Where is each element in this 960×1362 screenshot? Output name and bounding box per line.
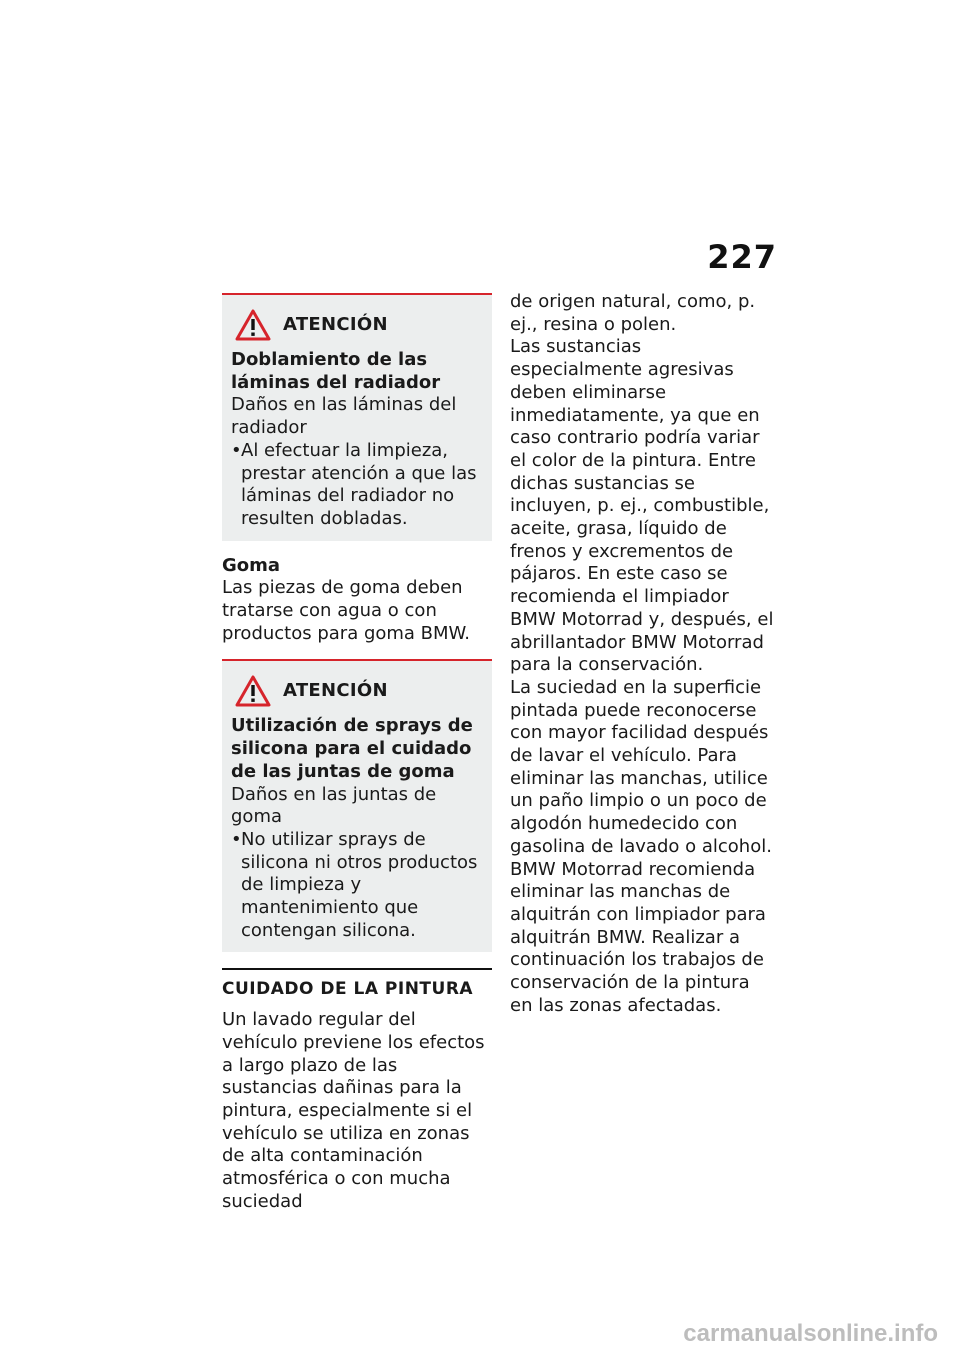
page-number: 227 [707,238,777,276]
warning-bullet: • Al efectuar la limpieza, prestar atención a que las láminas del radiador no resulten dobladas. [231,440,484,531]
left-column [222,293,492,1214]
watermark: carmanualsonline.info [683,1320,938,1347]
goma-section [222,555,492,646]
warning-triangle-icon [235,675,271,707]
warning-title: ATENCIÓN [283,313,388,335]
right-column [510,291,775,1018]
section-heading: CUIDADO DE LA PINTURA [222,968,492,1001]
warning-header [235,675,484,707]
warning-heading: Utilización de sprays de silicona para el cuidado de las juntas de goma [231,715,473,782]
warning-description: Daños en las láminas del radiador [231,394,457,439]
paragraph: La suciedad en la superficie pintada puede reconocerse con mayor facilidad después de lavar el vehículo. Para eliminar las manchas, utilice un paño limpio o un poco de algodón humedecido con gasolina de lavado o alcohol. BMW Motorrad recomienda eliminar las manchas de alquitrán con limpiador para alquitrán BMW. Realizar a continuación los trabajos de conservación de la pintura en las zonas afectadas. [510,676,772,1016]
warning-title: ATENCIÓN [283,680,388,702]
warning-bullet: • No utilizar sprays de silicona ni otros productos de limpieza y mantenimiento que contengan silicona. [231,829,484,943]
section-text: Un lavado regular del vehículo previene los efectos a largo plazo de las sustancias dañinas para la pintura, especialmente si el vehículo se utiliza en zonas de alta contaminación atmosférica o con mucha suciedad [222,1009,485,1212]
warning-description: Daños en las juntas de goma [231,783,437,828]
goma-text: Las piezas de goma deben tratarse con agua o con productos para goma BMW. [222,577,471,644]
paragraph: de origen natural, como, p. ej., resina o polen. [510,291,756,335]
paragraph: Las sustancias especialmente agresivas deben eliminarse inmediatamente, ya que en caso contrario podría variar el color de la pintura. Entre dichas sustancias se incluyen, p. ej., combustible, aceite, grasa, líquido de frenos y excrementos de pájaros. En este caso se recomienda el limpiador BMW Motorrad y, después, el abrillantador BMW Motorrad para la conservación. [510,336,774,676]
warning-heading: Doblamiento de las láminas del radiador [231,349,441,393]
warning-box-silicone [222,659,492,952]
warning-header [235,309,484,341]
warning-triangle-icon [235,309,271,341]
goma-heading: Goma [222,554,281,576]
warning-box-radiator [222,293,492,541]
